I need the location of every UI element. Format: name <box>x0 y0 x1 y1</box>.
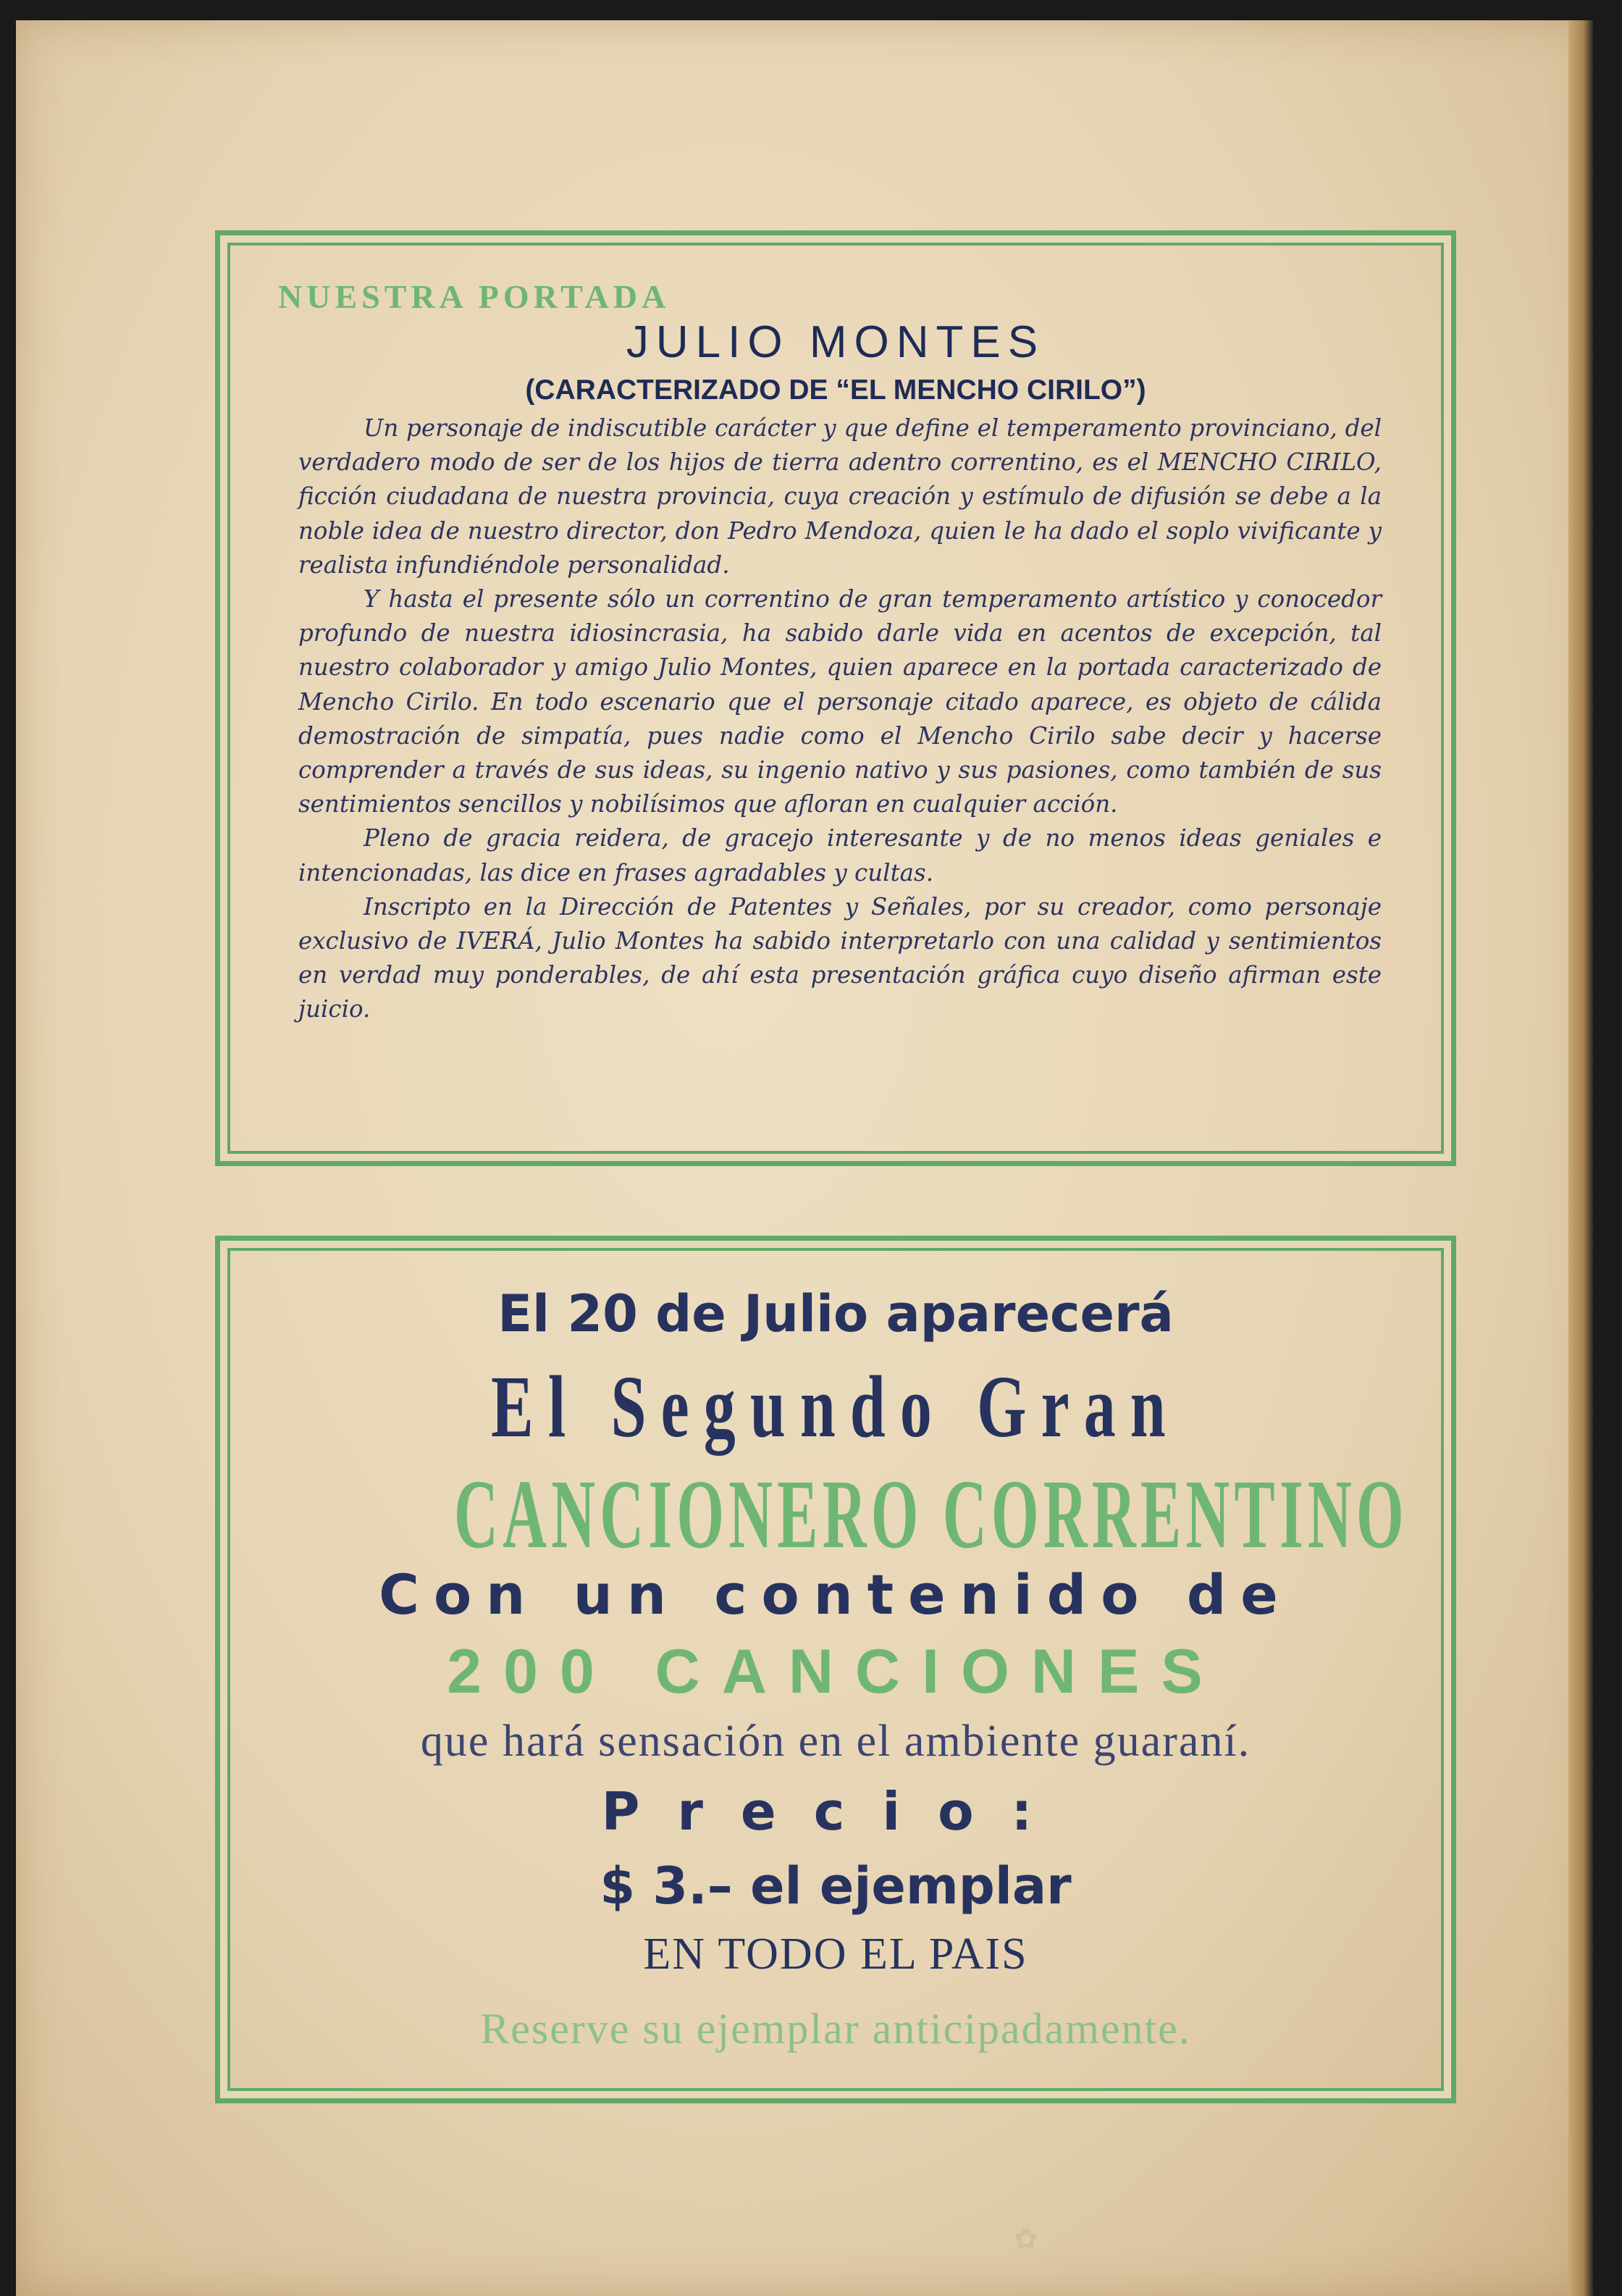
article-body <box>298 411 1382 1027</box>
ink-stain-mark: ✿ <box>1014 2223 1038 2255</box>
article-paragraph: Y hasta el presente sólo un correntino de gran temperamento artístico y conocedor profundo de nuestra idiosincrasia, ha sabido darle vida en acentos de excepción, tal nuestro colaborador y amigo Julio Montes, quien aparece en la portada caracterizado de Mencho Cirilo. En todo escenario que el personaje citado aparece, es objeto de cálida demostración de simpatía, pues nadie como el Mencho Cirilo sabe decir y hacerse comprender a través de sus ideas, su ingenio nativo y sus pasiones, como también de sus sentimientos sencillos y nobilísimos que afloran en cualquier acción. <box>298 585 1382 818</box>
ad-price-label: Precio: <box>601 1781 1070 1842</box>
ad-content-intro: Con un contenido de <box>379 1562 1293 1627</box>
ad-product-title: CANCIONERO CORRENTINO <box>454 1460 1408 1569</box>
article-title: JULIO MONTES <box>626 317 1046 367</box>
ad-song-count: 200 CANCIONES <box>447 1637 1224 1706</box>
cancionero-ad-box <box>215 1236 1456 2103</box>
ad-price-value: $ 3.– el ejemplar <box>600 1856 1072 1916</box>
ad-release-date: El 20 de Julio aparecerá <box>497 1284 1174 1344</box>
ad-coverage: EN TODO EL PAIS <box>643 1930 1028 1979</box>
portada-box <box>215 230 1456 1166</box>
section-kicker: NUESTRA PORTADA <box>278 278 671 315</box>
ad-reserve-note: Reserve su ejemplar anticipadamente. <box>480 2005 1191 2053</box>
ad-headline: El Segundo Gran <box>491 1358 1180 1456</box>
article-subtitle: (CARACTERIZADO DE “EL MENCHO CIRILO”) <box>525 374 1146 406</box>
article-paragraph: Un personaje de indiscutible carácter y que define el temperamento provinciano, del verdadero modo de ser de los hijos de tierra adentro correntino, es el MENCHO CIRILO, ficción ciudadana de nuestra provincia, cuya creación y estímulo de difusión se debe a la noble idea de nuestro director, don Pedro Mendoza, quien le ha dado el soplo vivificante y realista infundiéndole personalidad. <box>298 414 1382 579</box>
article-paragraph: Pleno de gracia reidera, de gracejo interesante y de no menos ideas geniales e intencionadas, las dice en frases agradables y cultas. <box>298 824 1382 887</box>
page-spine <box>1568 20 1593 2296</box>
magazine-page <box>16 20 1593 2296</box>
ad-tagline: que hará sensación en el ambiente guaraní. <box>420 1717 1251 1766</box>
article-paragraph: Inscripto en la Dirección de Patentes y Señales, por su creador, como personaje exclusivo de IVERÁ, Julio Montes ha sabido interpretarlo con una calidad y sentimientos en verdad muy ponderables, de ahí esta presentación gráfica cuyo diseño afirman este juicio. <box>298 892 1382 1023</box>
